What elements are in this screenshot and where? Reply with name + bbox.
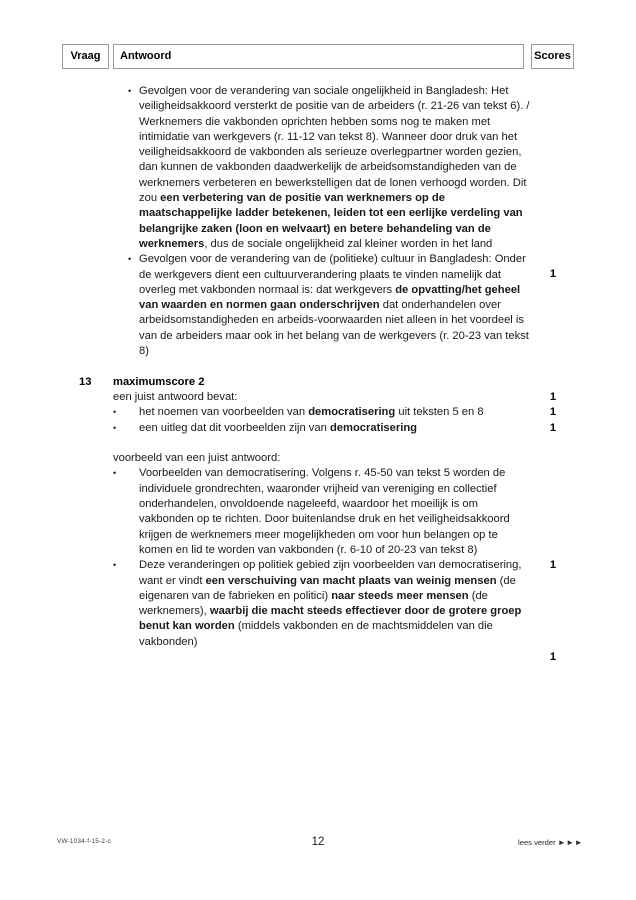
q13-criteria-list — [113, 405, 533, 436]
spacer — [0, 359, 636, 374]
q12-bullet-block — [113, 84, 533, 359]
header-cell-vraag: Vraag — [62, 44, 109, 69]
question-13 — [0, 375, 636, 436]
triangle-right-icon: ►►► — [557, 838, 583, 847]
list-item — [113, 405, 533, 420]
q13-example-1-text: Voorbeelden van democratisering. Volgens r. 45-50 van tekst 5 worden de individuele grondrechten, waaronder vrijheid van vereniging en collectief onderhandelen, onvoldoende nageleefd, waardoor het moeilijk is om vakbonden op te richten. Door buitenlandse druk en het veiligheidsakkoord krijgen de werknemers meer mogelijkheden om voor hun belangen op te komen en lid te worden van vakbonden (r. 6-10 of 20-23 van tekst 8) — [139, 467, 510, 556]
page-footer — [0, 836, 636, 856]
q12-bullet-2-text: Gevolgen voor de verandering van de (politieke) cultuur in Bangladesh: Onder de werkgevers dient een cultuurverandering plaats te vinden namelijk dat overleg met vakbonden normaal is: dat werkgevers de opvatting/het geheel van waarden en normen gaan onderschrijven dat onderhandelen over arbeidsomstandigheden en arbeids-voorwaarden niet alleen in het voordeel is van de arbeiders maar ook in het belang van de werkgevers (r. 20-23 van tekst 8) — [139, 253, 529, 358]
maximumscore-label: maximumscore 2 — [113, 375, 205, 388]
footer-exam-code: VW-1034-f-15-2-c — [57, 838, 111, 845]
footer-lees-verder — [518, 838, 583, 847]
question-number: 13 — [79, 375, 92, 388]
answer-table-header — [62, 44, 574, 69]
score-value: 1 — [549, 651, 557, 664]
q12-bullet-list — [113, 84, 533, 359]
footer-page-number: 12 — [311, 836, 325, 848]
list-item — [113, 558, 533, 650]
q13-example-block — [113, 451, 533, 650]
list-item — [113, 84, 533, 252]
q12-bullet-1-text: Gevolgen voor de verandering van sociale ongelijkheid in Bangladesh: Het veiligheidsakkoord versterkt de positie van de arbeiders (r. 21-26 van tekst 6). / Werknemers die vakbonden oprichten hebben soms nog te maken met intimidatie van werkgevers (r. 11-12 van tekst 8). Wanneer door druk van het veiligheidsakkoord de vakbonden als serieuze overlegpartner worden gezien, dan kunnen de vakbonden daadwerkelijk de arbeidsomstandigheden van de werknemers verbeteren en bewerkstelligen dat de lonen verhoogd worden. Dit zou een verbetering van de positie van werknemers op de maatschappelijke ladder betekenen, leiden tot een eerlijke verdeling van belangrijke zaken (loon en welvaart) en betere behandeling van de werknemers, dus de sociale ongelijkheid zal kleiner worden in het land — [139, 85, 530, 250]
score-value: 1 — [549, 267, 557, 280]
score-value: 1 — [549, 406, 557, 419]
footer-lees-verder-label: lees verder — [518, 838, 556, 847]
q13-criterion-2-text: een uitleg dat dit voorbeelden zijn van democratisering — [139, 421, 417, 434]
example-intro: voorbeeld van een juist antwoord: — [113, 452, 281, 465]
score-value: 1 — [549, 390, 557, 403]
list-item — [113, 252, 533, 359]
q13-block — [113, 375, 533, 436]
list-item — [113, 421, 533, 436]
q13-criterion-1-text: het noemen van voorbeelden van democratisering uit teksten 5 en 8 — [139, 406, 484, 419]
header-cell-antwoord: Antwoord — [113, 44, 524, 69]
spacer — [0, 436, 636, 451]
q13-example-2-text: Deze veranderingen op politiek gebied zijn voorbeelden van democratisering, want er vindt een verschuiving van macht plaats van weinig mensen (de eigenaren van de fabrieken en politici) naar steeds meer mensen (de werknemers), waarbij die macht steeds effectiever door de grotere groep benut kan worden (middels vakbonden en de machtsmiddelen van die vakbonden) — [139, 559, 522, 648]
q13-intro: een juist antwoord bevat: — [113, 390, 238, 403]
list-item — [113, 466, 533, 558]
score-value: 1 — [549, 421, 557, 434]
answer-content — [0, 84, 636, 664]
score-value: 1 — [549, 559, 557, 572]
header-cell-scores: Scores — [531, 44, 574, 69]
q13-example-list — [113, 466, 533, 650]
question-13-example — [0, 451, 636, 664]
